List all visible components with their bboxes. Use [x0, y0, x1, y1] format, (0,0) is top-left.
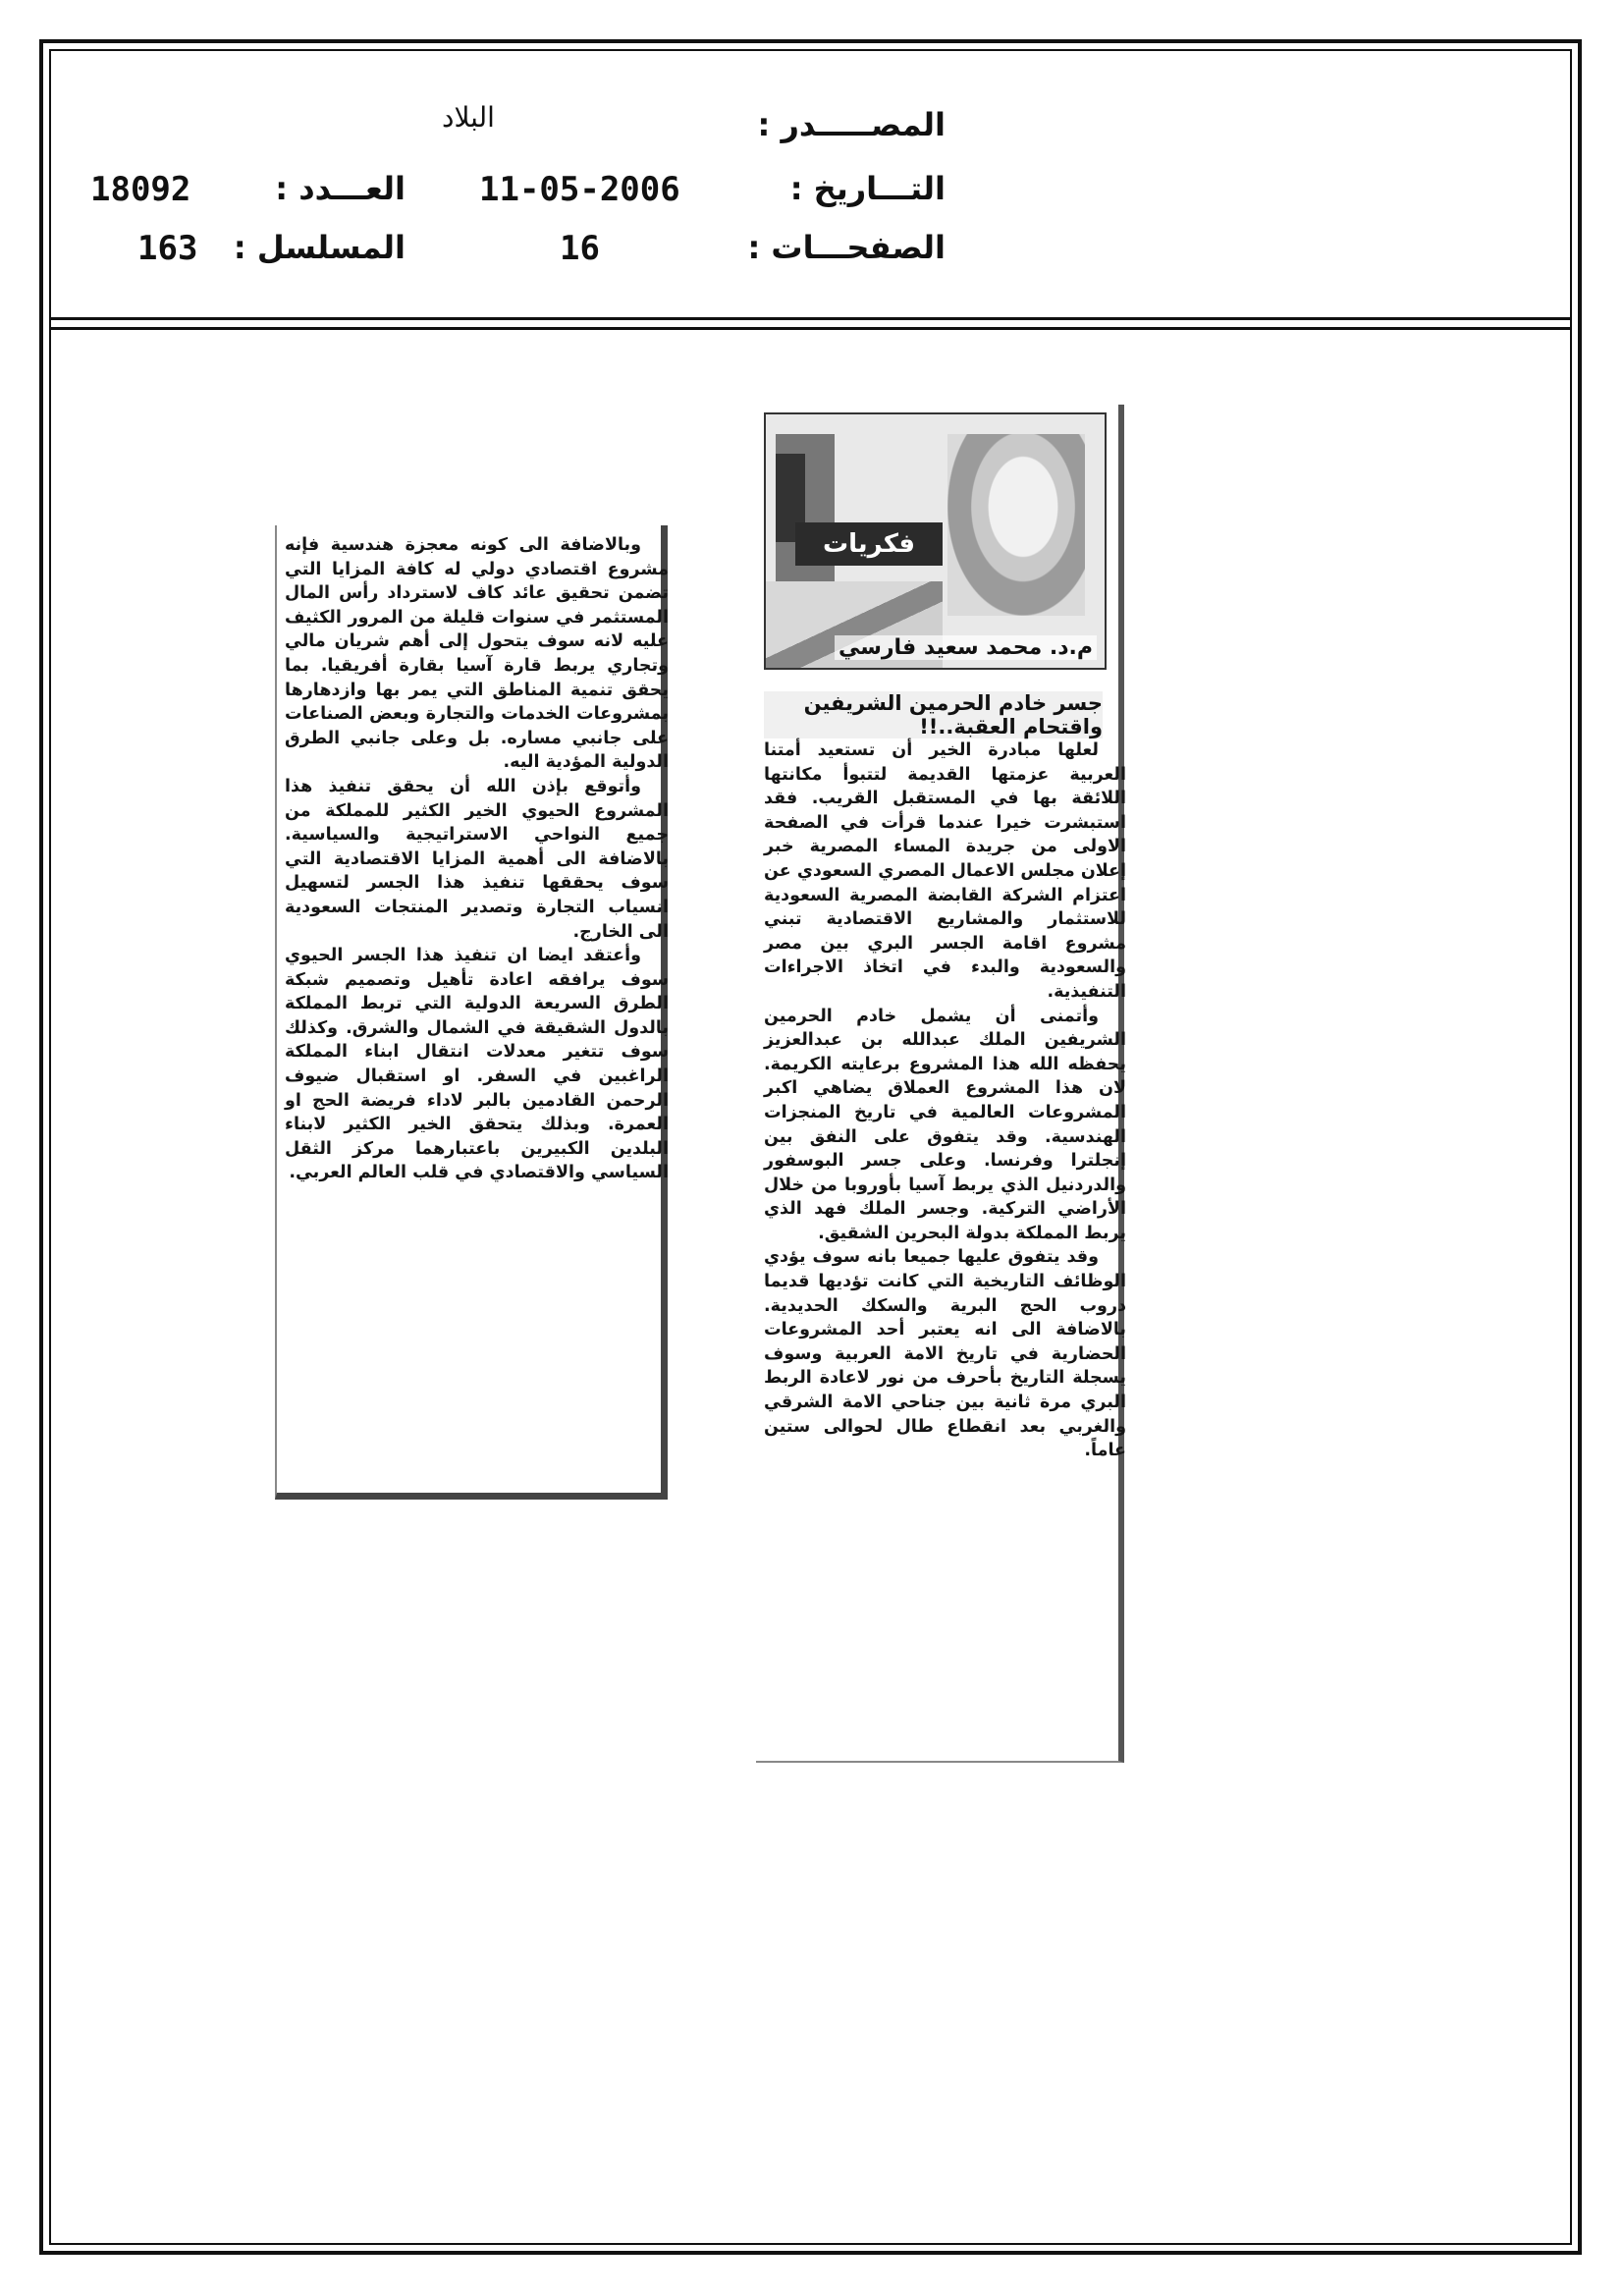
- pages-value: 16: [560, 229, 600, 268]
- paragraph: وأعتقد ايضا ان تنفيذ هذا الجسر الحيوي سوف يرافقه اعادة تأهيل وتصميم شبكة الطرق السريعة الدولية التي تربط المملكة بالدول الشقيقة في الشمال والشرق. وكذلك سوف تتغير معدلات انتقال ابناء المملكة الراغبين في السفر. او استقبال ضيوف الرحمن القادمين بالبر لاداء فريضة الحج او العمرة. وبذلك يتحقق الخير الكثير لابناء البلدين الكبيرين باعتبارهما مركز الثقل السياسي والاقتصادي في قلب العالم العربي.: [285, 946, 669, 1183]
- column-badge: فكريات: [795, 522, 943, 566]
- paragraph: لعلها مبادرة الخير أن تستعيد أمتنا العربية عزمتها القديمة لتتبوأ مكانتها اللائقة بها في المستقبل القريب. فقد استبشرت خيرا عندما قرأت في الصفحة الاولى من جريدة المساء المصرية خبر إعلان مجلس الاعمال المصري السعودي عن اعتزام الشركة القابضة المصرية السعودية للاستثمار والمشاريع الاقتصادية تبني مشروع اقامة الجسر البري بين مصر والسعودية والبدء في اتخاذ الاجراءات التنفيذية.: [764, 740, 1126, 1002]
- paragraph: وأتوقع بإذن الله أن يحقق تنفيذ هذا المشروع الحيوي الخير الكثير للمملكة من جميع النواحي الاستراتيجية والسياسية. بالاضافة الى أهمية المزايا الاقتصادية التي سوف يحققها تنفيذ هذا الجسر لتسهيل انسياب التجارة وتصدير المنتجات السعودية الى الخارج.: [285, 776, 669, 942]
- author-portrait: [947, 434, 1085, 616]
- issue-value: 18092: [90, 170, 191, 209]
- article-clipping-right: [756, 405, 1124, 1763]
- article-body-right: [756, 738, 1136, 1463]
- source-value: البلاد: [442, 101, 495, 134]
- article-body-left: [277, 533, 678, 1185]
- header-divider: [49, 317, 1572, 320]
- serial-label: المسلسل :: [233, 229, 406, 266]
- pages-label: الصفحـــات :: [747, 229, 946, 266]
- author-photo: [764, 412, 1107, 670]
- source-label: المصـــــدر :: [757, 106, 946, 143]
- date-label: التـــاريخ :: [789, 170, 946, 207]
- header-divider-2: [49, 327, 1572, 330]
- article-clipping-left: [275, 525, 668, 1500]
- serial-value: 163: [137, 229, 198, 268]
- paragraph: وأتمنى أن يشمل خادم الحرمين الشريفين الملك عبدالله بن عبدالعزيز يحفظه الله هذا المشروع برعايته الكريمة. لان هذا المشروع العملاق يضاهي اكبر المشروعات العالمية في تاريخ المنجزات الهندسية. وقد يتفوق على النفق بين إنجلترا وفرنسا. وعلى جسر البوسفور والدردنيل الذي يربط آسيا بأوروبا من خلال الأراضي التركية. وجسر الملك فهد الذي يربط المملكة بدولة البحرين الشقيق.: [764, 1006, 1126, 1243]
- issue-label: العـــدد :: [275, 170, 406, 207]
- date-value: 11-05-2006: [479, 170, 680, 209]
- author-byline: م.د. محمد سعيد فارسي: [835, 635, 1097, 660]
- paragraph: وقد يتفوق عليها جميعا بانه سوف يؤدي الوظائف التاريخية التي كانت تؤديها قديما دروب الحج البرية والسكك الحديدية. بالاضافة الى انه يعتبر أحد المشروعات الحضارية في تاريخ الامة العربية وسوف يسجلة التاريخ بأحرف من نور لاعادة الربط البري مرة ثانية بين جناحي الامة الشرقي والغربي بعد انقطاع طال لحوالى ستين عاماً.: [764, 1247, 1126, 1461]
- article-headline: جسر خادم الحرمين الشريفين واقتحام العقبة..!!: [764, 691, 1103, 738]
- paragraph: وبالاضافة الى كونه معجزة هندسية فإنه مشروع اقتصادي دولي له كافة المزايا التي تضمن تحقيق عائد كاف لاسترداد رأس المال المستثمر في سنوات قليلة من المرور الكثيف عليه لانه سوف يتحول إلى أهم شريان مالي وتجاري يربط قارة آسيا بقارة أفريقيا. بما يحقق تنمية المناطق التي يمر بها وازدهارها بمشروعات الخدمات والتجارة وبعض الصناعات على جانبي مساره. بل وعلى جانبي الطرق الدولية المؤدية اليه.: [285, 535, 669, 773]
